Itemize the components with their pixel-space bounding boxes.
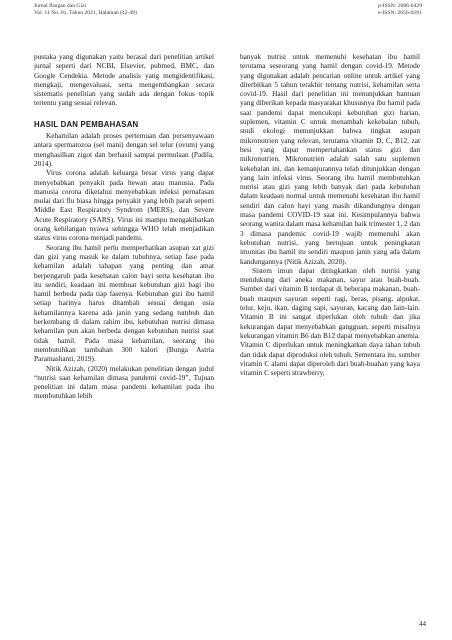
page-number: 44 [419, 620, 426, 628]
paragraph: Seorang ibu hamil perlu memperhatikan asupan zat gizi dan gizi yang masuk ke dalam tubuhnya, setiap fase pada kehamilan adalah tahapan yang penting dan amat berpengaruh pada kesehatan calon bayi serta kesehatan ibu itu sendiri, keadaan ini membuat kebutuhan gizi bagi ibu hamil berbeda pada tiap fasenya. Kebutuhan gizi ibu hamil setiap harinya harus ditambah sesuai dengan usia kehamilannya karena ada janin yang sedang tumbuh dan berkembang di dalam rahim ibu, kebutuhan nutrisi dimasa kehamilan pun akan berbeda dengan kebutuhan nutrisi saat tidak hamil. Pada masa kehamilan, seorang ibu membutuhkan tambahan 300 kalori (Bunga Astria Paramashanti, 2019). [34, 242, 214, 364]
paragraph: pustaka yang digunakan yaitu berasal dari penelitian artikel jurnal seperti dari NCBI, Elsevier, pubmed, BMC, dan Google Cendekia. Metode analisis yang mengidentifikasi, mengkaji, mengevaluasi, serta mengembangkan secara sistematis penelitian yang sudah ada dengan fokus topik tertentu yang sesuai relevan. [34, 52, 214, 108]
pissn: p-ISSN: 2086-6429 [378, 3, 422, 9]
journal-volume: Vol. 11 No. 01, Tahun 2021, Halaman (42-49) [34, 10, 137, 16]
right-column [240, 52, 420, 377]
running-header-right [378, 3, 422, 17]
paragraph: banyak nutrisi untuk memenuhi kesehatan ibu hamil terutama seseorang yang hamil dengan covid-19. Metode yang digunakan adalah pencarian online untuk artikel yang diterbitkan 5 tahun terakhir tentang nutrisi, kehamilan serta covid-19. Hasil dari penelitian ini menunjukkan bantuan yang diberikan kepada masyarakat khususnya ibu hamil pada saat pandemi dapat mencukupi kebutuhan gizi harian, suplemen, vitamin C untuk menambah kekebalan tubuh, studi ekologi menunjukkan bahwa tingkat asupan mikronutrien yang relevan, terutama vitamin D, C, B12, zat besi yang dapat mempertahankan status gizi dan mikronutrien. Mikronutrien adalah salah satu suplemen kekebalan ini, dan kemanjurannya telah ditunjukkan dengan yang lain infeksi virus. Seorang ibu hamil membutuhkan nutrisi atau gizi yang lebih banyak dari pada kebutuhan dalam keadaan normal untuk memenuhi kesehatan ibu hamil sendiri dan calon bayi yang masih dikandungnya dengan masa pandemi COVID-19 saat ini. Kesimpulannya bahwa seorang wanita dalam masa kehamilan baik trimester 1, 2 dan 3 dimasa pandemic covid-19 wajib memenuhi akan kebutuhan nutrisi, yang bertujuan untuk peningkatan imunitas ibu hamil itu sendiri maupun janin yang ada dalam kandungannya (Nitik Azizah, 2020). [240, 52, 420, 266]
section-heading: HASIL DAN PEMBAHASAN [34, 119, 139, 129]
eissn: e-ISSN: 2656-0291 [378, 10, 422, 16]
paragraph: Nitik Azizah, (2020) melakukan penelitian dengan judul “nutrisi saat kehamilan dimasa pandemi covid-19”. Tujuan penelitian ini dalam masa pandemi kehamilan pada ibu membutuhkan lebih [34, 363, 214, 401]
journal-name: Jurnal Pangan dan Gizi [34, 3, 87, 9]
running-header-left [34, 3, 137, 17]
left-column [34, 52, 214, 401]
paragraph: Virus corona adalah keluarga besar virus yang dapat menyebabkan penyakit pada hewan atau manusia. Pada manusia corona diketahui menyebabkan infeksi pernafasan mulai dari flu biasa hingga penyakit yang lebih parah seperti Middle East Respiratory Syndrom (MERS), dan Severe Acute Respiratory (SARS). Virus ini mampu mengakibatkan orang kehilangan nyawa sehingga WHO telah menjadikan status virus corona menjadi pandemi. [34, 168, 214, 243]
paragraph: Sistem imun dapat ditingkatkan oleh nutrisi yang mendukung dari aneka makanan, sayur atau buah-buah. Sumber dari vitamin B terdapat di beberapa makanan, buah-buah maupun sayuran seperti ragi, beras, pisang, alpukat, telur, keju, ikan, daging sapi, sayuran, kacang dan lain-lain. Vitamin B ini sangat diperlukan oleh tubuh dan jika kekurangan dapat menyebabkan gangguan, seperti misalnya kekurangan vitamin B6 dan B12 dapat menyebabkan anemia. Vitamin C diperlukan untuk meningkatkan daya tahan tubuh dan tidak dapat diproduksi oleh tubuh. Sementara itu, sumber vitamin C alami dapat diperoleh dari buah-buahan yang kaya vitamin C seperti strawberry, [240, 265, 420, 378]
paragraph: Kehamilan adalah proses pertemuan dan persenyawaan antara spermatozoa (sel mani) dengan sel telur (ovum) yang menghasilkan zigot dan berhasil sampai permulaan (Padila, 2014). [34, 131, 214, 168]
